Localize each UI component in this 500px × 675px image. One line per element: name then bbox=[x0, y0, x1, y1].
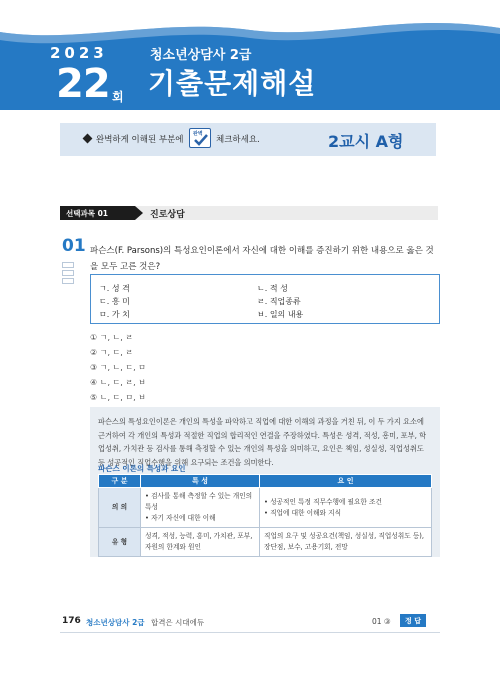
box-item: ㄴ. 적 성 bbox=[257, 284, 288, 293]
review-checkboxes bbox=[62, 262, 76, 286]
table-header: 구 분 bbox=[99, 475, 141, 488]
box-item: ㄱ. 성 격 bbox=[99, 284, 130, 293]
review-checkbox[interactable] bbox=[62, 262, 74, 268]
answer-tag: 정 답 bbox=[400, 614, 426, 627]
round-number: 22 bbox=[56, 61, 110, 107]
row-label: 유 형 bbox=[99, 528, 141, 557]
cell-line: 직업의 요구 및 성공요건(책임, 성실성, 직업성취도 등), 장단점, 보수, 고용기회, 전망 bbox=[264, 532, 425, 551]
cell-line: 성격, 적성, 능력, 흥미, 가치관, 포부, 자원의 한계와 원인 bbox=[145, 532, 253, 551]
box-item: ㄷ. 흥 미 bbox=[99, 297, 130, 306]
review-checkbox[interactable] bbox=[62, 270, 74, 276]
cell-line: • 자기 자신에 대한 이해 bbox=[145, 514, 216, 522]
answer-option[interactable]: ④ ㄴ, ㄷ, ㄹ, ㅂ bbox=[90, 378, 146, 387]
factor-cell bbox=[260, 488, 432, 528]
explanation-panel bbox=[90, 407, 440, 557]
answer-text: 01 ③ bbox=[372, 617, 391, 626]
answer-option[interactable]: ② ㄱ, ㄷ, ㄹ bbox=[90, 348, 134, 357]
session-label: 2교시 A형 bbox=[328, 132, 404, 151]
round-suffix: 회 bbox=[112, 90, 124, 104]
check-banner bbox=[60, 123, 436, 156]
diamond-bullet-icon bbox=[83, 134, 93, 144]
explanation-text: 파슨스의 특성요인이론은 개인의 특성을 파악하고 직업에 대한 이해의 과정을 거친 뒤, 이 두 가지 요소에 근거하여 각 개인의 특성과 적절한 직업의 합리적인 연결을 주장하였다. 특성은 성격, 적성, 흥미, 포부, 학업성취, 가치관 등 검사를 통해 측정할 수 있는 개인의 특성을 의미하고, 요인은 책임, 성실성, 직업성취도 등 성공적인 직업수행을 위해 요구되는 조건을 의미한다. bbox=[98, 417, 427, 467]
checkmark-icon bbox=[193, 134, 209, 146]
exam-year: 2023 bbox=[50, 44, 108, 62]
trait-cell bbox=[141, 528, 260, 557]
answer-option[interactable]: ③ ㄱ, ㄴ, ㄷ, ㅁ bbox=[90, 363, 146, 372]
answer-option[interactable]: ① ㄱ, ㄴ, ㄹ bbox=[90, 333, 134, 342]
table-header: 특 성 bbox=[141, 475, 260, 488]
arrow-right-icon bbox=[135, 206, 143, 220]
subject-name: 진로상담 bbox=[150, 210, 185, 220]
footer-divider bbox=[60, 632, 440, 633]
checkbox-icon[interactable] bbox=[189, 128, 211, 148]
factor-cell bbox=[260, 528, 432, 557]
table-title: 파슨스 이론의 특성과 요인 bbox=[98, 464, 186, 473]
check-label: 완벽 bbox=[193, 131, 203, 137]
question-text: 파슨스(F. Parsons)의 특성요인이론에서 자신에 대한 이해를 증진하기 위한 내용으로 옳은 것을 모두 고른 것은? bbox=[90, 246, 434, 272]
page-number: 176 bbox=[62, 616, 81, 626]
subject-tag: 선택과목 01 bbox=[60, 206, 135, 220]
cell-line: • 검사를 통해 측정할 수 있는 개인의 특성 bbox=[145, 492, 253, 511]
table-header: 요 인 bbox=[260, 475, 432, 488]
trait-factor-table bbox=[98, 474, 432, 557]
banner-text-before: 완벽하게 이해된 부분에 bbox=[96, 135, 184, 145]
page-title: 기출문제해설 bbox=[148, 67, 317, 100]
trait-cell bbox=[141, 488, 260, 528]
box-item: ㅁ. 가 치 bbox=[99, 310, 130, 319]
answer-option[interactable]: ⑤ ㄴ, ㄷ, ㅁ, ㅂ bbox=[90, 393, 146, 402]
cell-line: • 성공적인 특정 직무수행에 필요한 조건 bbox=[264, 497, 382, 506]
table-header-row bbox=[99, 475, 432, 488]
table-row bbox=[99, 528, 432, 557]
review-checkbox[interactable] bbox=[62, 278, 74, 284]
box-item: ㄹ. 직업종류 bbox=[257, 297, 301, 306]
exam-name: 청소년상담사 2급 bbox=[150, 48, 252, 63]
cell-line: • 직업에 대한 이해와 지식 bbox=[264, 508, 342, 517]
row-label: 의 의 bbox=[99, 488, 141, 528]
question-number: 01 bbox=[62, 236, 86, 256]
header-band bbox=[0, 0, 500, 110]
table-row bbox=[99, 488, 432, 528]
banner-text-after: 체크하세요. bbox=[216, 135, 260, 145]
subject-bar bbox=[60, 206, 438, 220]
footer-book-title: 청소년상담사 2급 bbox=[86, 618, 145, 627]
footer-publisher: 합격은 시대에듀 bbox=[151, 618, 205, 627]
box-item: ㅂ. 일의 내용 bbox=[257, 310, 304, 319]
choices-box bbox=[90, 274, 440, 324]
